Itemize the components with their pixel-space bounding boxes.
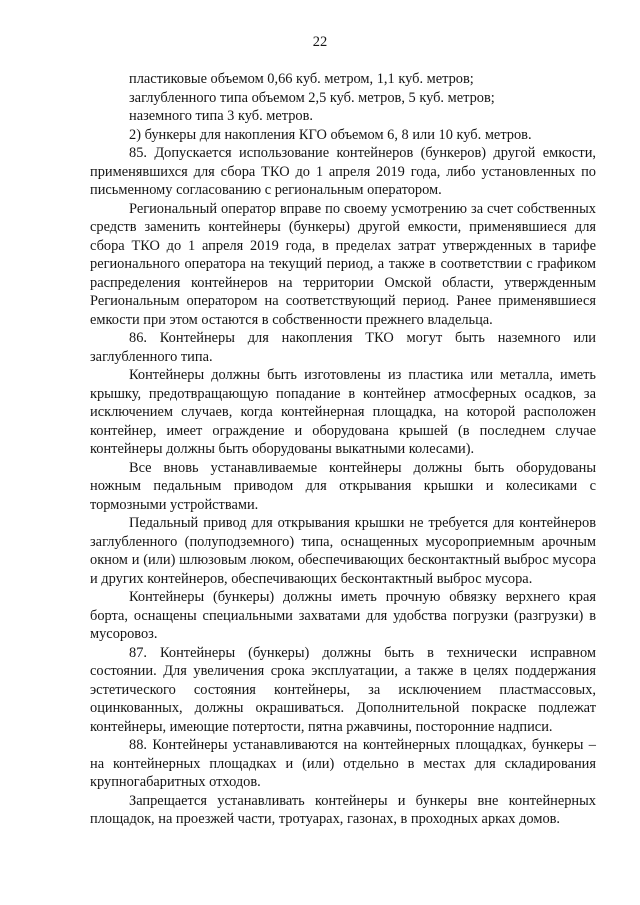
paragraph-87: 87. Контейнеры (бункеры) должны быть в технически исправном состоянии. Для увеличения срока эксплуатации, а также в целях поддержания эстетического состояния контейнеры, за исключением пластмассовых, оцинкованных, должны окрашиваться. Дополнительной покраске подлежат контейнеры, имеющие потертости, пятна ржавчины, посторонние надписи. [90, 644, 596, 735]
paragraph: 2) бункеры для накопления КГО объемом 6, 8 или 10 куб. метров. [129, 126, 532, 143]
paragraph: Контейнеры должны быть изготовлены из пластика или металла, иметь крышку, предотвращающую попадание в контейнер атмосферных осадков, за исключением случаев, когда контейнерная площадка, на которой расположен контейнер, имеет ограждение и оборудована крышей (в последнем случае контейнеры должны быть оборудованы выкатными колесами). [90, 367, 596, 457]
paragraph-86: 86. Контейнеры для накопления ТКО могут быть наземного или заглубленного типа. [90, 330, 596, 365]
page-number: 22 [312, 34, 328, 50]
paragraph-85: 85. Допускается использование контейнеров (бункеров) другой емкости, применявшихся для сбора ТКО до 1 апреля 2019 года, либо установленных по письменному согласованию с региональным оператором. [90, 145, 596, 198]
paragraph: Педальный привод для открывания крышки не требуется для контейнеров заглубленного (полуподземного) типа, оснащенных мусороприемным арочным окном и (или) шлюзовым люком, обеспечивающих бесконтактный выброс мусора и других контейнеров, обеспечивающих бесконтактный выброс мусора. [90, 515, 596, 587]
paragraph: пластиковые объемом 0,66 куб. метром, 1,1 куб. метров; [129, 71, 474, 87]
body-text [90, 70, 596, 829]
paragraph: заглубленного типа объемом 2,5 куб. метров, 5 куб. метров; [129, 89, 495, 106]
paragraph-88: 88. Контейнеры устанавливаются на контейнерных площадках, бункеры – на контейнерных площадках и (или) отдельно в местах для складирования крупногабаритных отходов. [90, 737, 596, 790]
paragraph: Региональный оператор вправе по своему усмотрению за счет собственных средств заменить контейнеры (бункеры) другой емкости, применявшиеся для сбора ТКО до 1 апреля 2019 года, в пределах затрат утвержденных в тарифе регионального оператора на текущий период, а также в соответствии с графиком распределения контейнеров на территории Омской области, утвержденным Региональным оператором на соответствующий период. Ранее применявшиеся емкости при этом остаются в собственности прежнего владельца. [90, 200, 596, 328]
paragraph: наземного типа 3 куб. метров. [129, 108, 314, 124]
paragraph: Все вновь устанавливаемые контейнеры должны быть оборудованы ножным педальным приводом для открывания крышки и колесиками с тормозными устройствами. [90, 459, 596, 513]
paragraph: Контейнеры (бункеры) должны иметь прочную обвязку верхнего края борта, оснащены специальными захватами для удобства погрузки (разгрузки) в мусоровоз. [90, 589, 596, 642]
paragraph: Запрещается устанавливать контейнеры и бункеры вне контейнерных площадок, на проезжей части, тротуарах, газонах, в проходных арках домов. [90, 792, 596, 827]
